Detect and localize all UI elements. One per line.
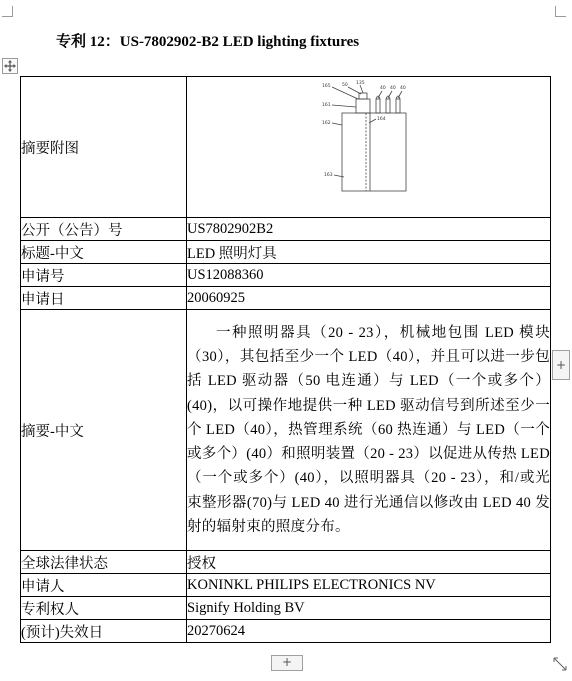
add-row-button[interactable]: + [271,655,303,671]
figure-label-cell [21,77,187,218]
row-label: 标题-中文 [21,241,187,264]
row-label: 全球法律状态 [21,551,187,574]
move-arrows-icon [4,60,16,72]
figure-number: 164 [376,117,386,122]
figure-number: 40 [389,86,396,91]
table-row [21,77,551,218]
patent-heading [56,30,359,51]
row-value: 授权 [187,551,551,574]
row-label: (预计)失效日 [21,620,187,643]
figure-number: 163 [323,173,333,178]
figure-cell [187,77,551,218]
figure-number: 40 [399,86,406,91]
row-value: US12088360 [187,264,551,287]
row-value: Signify Holding BV [187,597,551,620]
abstract-text: 一种照明器具（20 - 23），机械地包围 LED 模块（30），其包括至少一个 LED（40），并且可以进一步包括 LED 驱动器（50 电连通）与 LED（一个或多个）(40)，以可操作地提供一种 LED 驱动信号到所述至少一个 LED（40），热管理系统（60 热连通）与 LED（一个或多个）(40）和照明装置（20 - 23）以促进从传热 LED（一个或多个）(40），以照明器具（20 - 23），和/或光束整形器(70)与 LED 40 进行光通信以修改由 LED 40 发射的辐射束的照度分布。 [187,325,550,535]
figure-number: 40 [379,86,386,91]
page-corner-mark-left [2,6,13,17]
table-row [21,574,551,597]
table-row [21,551,551,574]
row-label: 申请号 [21,264,187,287]
table-row [21,620,551,643]
row-value: US7802902B2 [187,218,551,241]
figure-number: 165 [321,84,331,89]
row-label: 专利权人 [21,597,187,620]
figure-number: 50 [341,83,348,88]
row-label: 申请日 [21,287,187,310]
table-row [21,218,551,241]
page-corner-mark-right [555,6,566,17]
abstract-label: 摘要-中文 [21,310,187,551]
table-row [21,310,551,551]
table-row [21,287,551,310]
table-row [21,597,551,620]
row-value: KONINKL PHILIPS ELECTRONICS NV [187,574,551,597]
abstract-cell [187,310,551,551]
row-label: 公开（公告）号 [21,218,187,241]
patent-info-table [20,76,551,643]
table-row [21,241,551,264]
figure-number: 135 [355,81,365,86]
patent-abstract-figure [314,79,424,195]
figure-number: 162 [321,121,331,126]
add-column-button[interactable]: + [552,350,570,380]
resize-diagonal-icon [553,657,567,671]
table-move-handle[interactable] [2,58,18,74]
row-value: 20270624 [187,620,551,643]
figure-label: 摘要附图 [21,140,79,157]
row-value: LED 照明灯具 [187,241,551,264]
row-label: 申请人 [21,574,187,597]
table-row [21,264,551,287]
figure-number: 161 [321,103,331,108]
patent-heading-title: US-7802902-B2 LED lighting fixtures [119,34,360,50]
row-value: 20060925 [187,287,551,310]
patent-heading-prefix: 专利 12： [56,34,120,50]
table-resize-handle[interactable] [553,656,567,670]
